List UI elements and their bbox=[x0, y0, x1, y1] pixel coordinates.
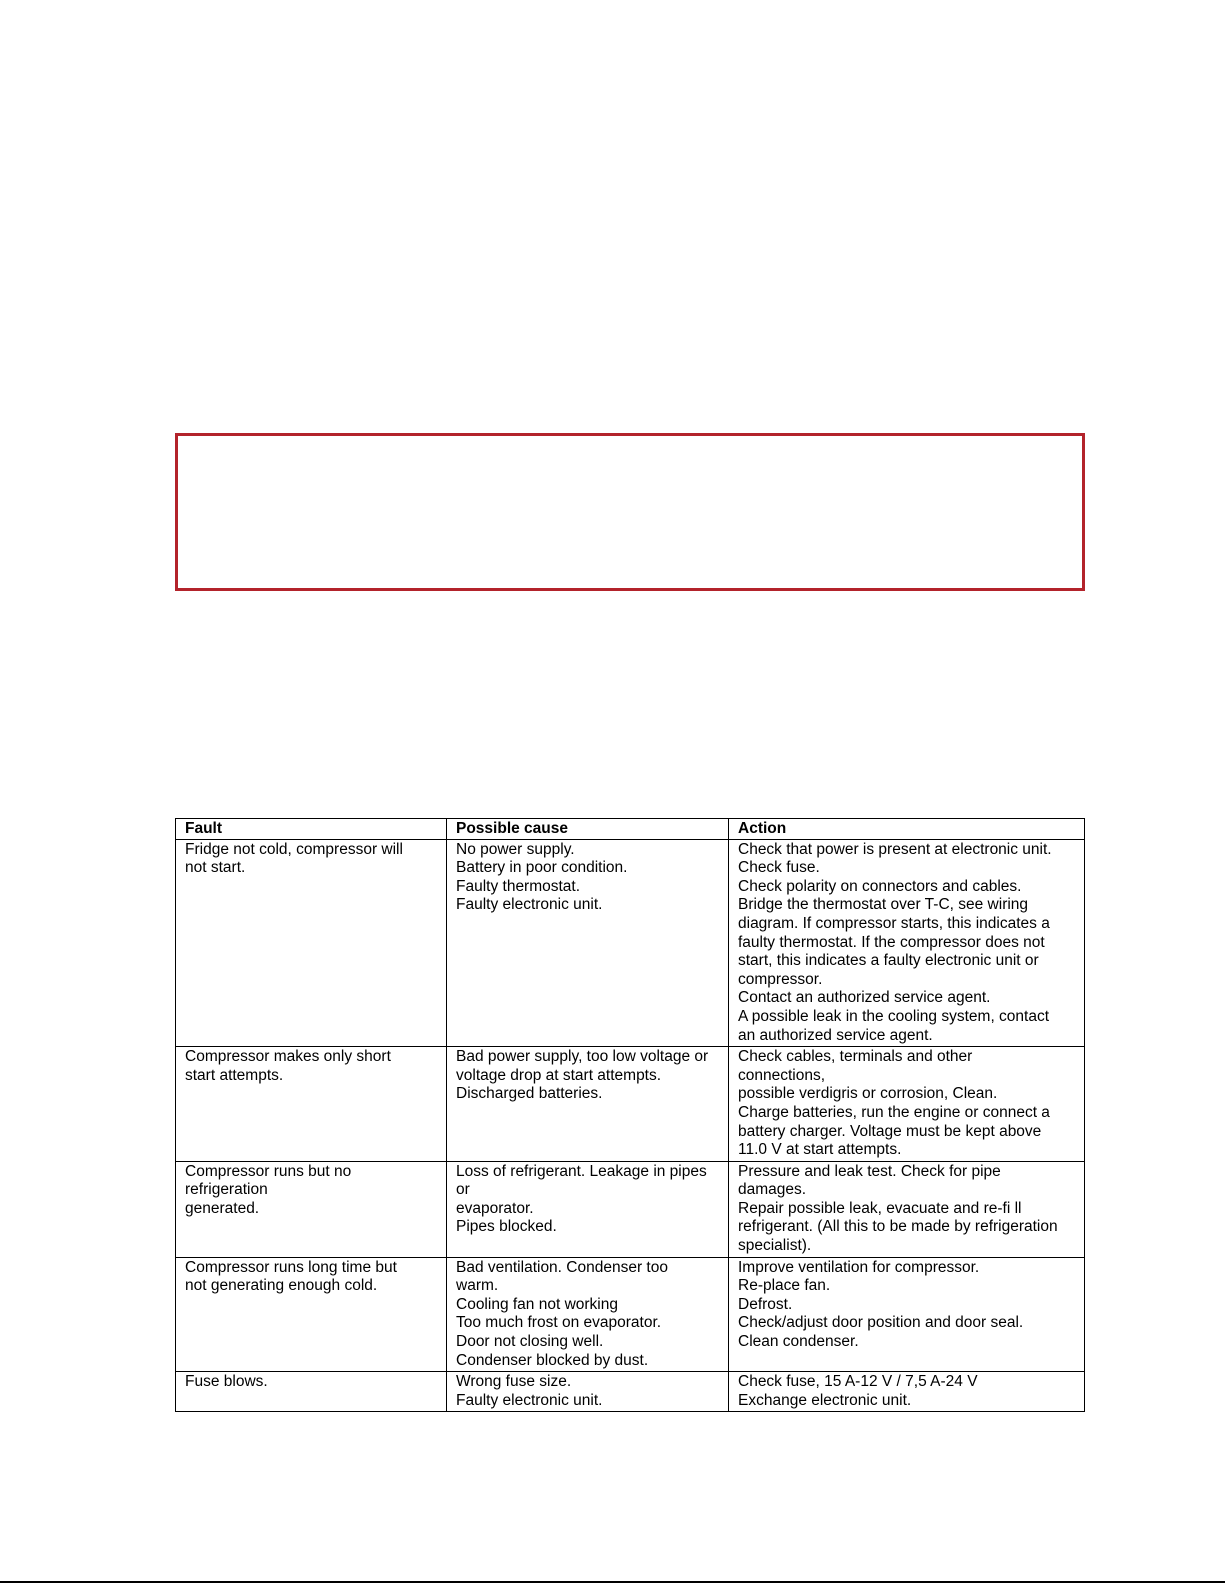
cell-line: Faulty electronic unit. bbox=[456, 1391, 603, 1409]
header-fault: Fault bbox=[176, 819, 447, 840]
possible-cause-cell bbox=[447, 839, 729, 1047]
cell-line: Too much frost on evaporator. bbox=[456, 1314, 662, 1332]
cell-line: start, this indicates a faulty electronic unit or bbox=[738, 952, 1039, 970]
cell-line: Check that power is present at electronic unit. bbox=[738, 840, 1052, 858]
header-action: Action bbox=[729, 819, 1085, 840]
table-row bbox=[176, 1372, 1085, 1412]
fault-cell bbox=[176, 1257, 447, 1372]
cell-line: 11.0 V at start attempts. bbox=[738, 1141, 902, 1159]
cell-line: Defrost. bbox=[738, 1295, 793, 1313]
cell-line: connections, bbox=[738, 1066, 826, 1084]
cell-line: not generating enough cold. bbox=[185, 1277, 378, 1295]
action-cell bbox=[729, 1257, 1085, 1372]
cell-line: Door not closing well. bbox=[456, 1333, 604, 1351]
cell-line: voltage drop at start attempts. bbox=[456, 1066, 662, 1084]
cell-line: Check polarity on connectors and cables. bbox=[738, 877, 1022, 895]
table-row bbox=[176, 1047, 1085, 1162]
cell-line: Fridge not cold, compressor will bbox=[185, 840, 403, 858]
cell-line: Pressure and leak test. Check for pipe bbox=[738, 1162, 1001, 1180]
cell-line: Repair possible leak, evacuate and re-fi ll bbox=[738, 1199, 1022, 1217]
possible-cause-cell bbox=[447, 1372, 729, 1412]
possible-cause-cell bbox=[447, 1047, 729, 1162]
cell-line: Re-place fan. bbox=[738, 1277, 831, 1295]
cell-line: Compressor makes only short bbox=[185, 1048, 391, 1066]
fault-cell bbox=[176, 1047, 447, 1162]
cell-line: Loss of refrigerant. Leakage in pipes bbox=[456, 1162, 707, 1180]
warning-box bbox=[175, 433, 1085, 591]
cell-line: refrigerant. (All this to be made by refrigeration bbox=[738, 1218, 1058, 1236]
cell-line: diagram. If compressor starts, this indicates a bbox=[738, 914, 1050, 932]
cell-line: Check/adjust door position and door seal. bbox=[738, 1314, 1024, 1332]
action-cell bbox=[729, 1161, 1085, 1257]
cell-line: Bad ventilation. Condenser too bbox=[456, 1258, 668, 1276]
cell-line: generated. bbox=[185, 1199, 260, 1217]
cell-line: Compressor runs but no bbox=[185, 1162, 352, 1180]
cell-line: Improve ventilation for compressor. bbox=[738, 1258, 980, 1276]
cell-line: Condenser blocked by dust. bbox=[456, 1351, 649, 1369]
cell-line: Clean condenser. bbox=[738, 1333, 859, 1351]
cell-line: Faulty thermostat. bbox=[456, 877, 581, 895]
cell-line: specialist). bbox=[738, 1237, 812, 1255]
action-cell bbox=[729, 1047, 1085, 1162]
cell-line: Check fuse, 15 A-12 V / 7,5 A-24 V bbox=[738, 1373, 978, 1391]
table-row bbox=[176, 1161, 1085, 1257]
cell-line: battery charger. Voltage must be kept above bbox=[738, 1122, 1042, 1140]
cell-line: Bridge the thermostat over T-C, see wiring bbox=[738, 896, 1029, 914]
cell-line: Battery in poor condition. bbox=[456, 859, 628, 877]
bottom-rule bbox=[0, 1581, 1225, 1583]
cell-line: evaporator. bbox=[456, 1199, 534, 1217]
possible-cause-cell bbox=[447, 1161, 729, 1257]
cell-line: Bad power supply, too low voltage or bbox=[456, 1048, 709, 1066]
cell-line: Faulty electronic unit. bbox=[456, 896, 603, 914]
cell-line: or bbox=[456, 1181, 470, 1199]
cell-line: not start. bbox=[185, 859, 246, 877]
action-cell bbox=[729, 1372, 1085, 1412]
cell-line: refrigeration bbox=[185, 1181, 268, 1199]
fault-cell bbox=[176, 839, 447, 1047]
fault-cell bbox=[176, 1161, 447, 1257]
cell-line: start attempts. bbox=[185, 1066, 284, 1084]
action-cell bbox=[729, 839, 1085, 1047]
cell-line: Charge batteries, run the engine or connect a bbox=[738, 1103, 1050, 1121]
header-possible-cause: Possible cause bbox=[447, 819, 729, 840]
cell-line: Wrong fuse size. bbox=[456, 1373, 572, 1391]
cell-line: an authorized service agent. bbox=[738, 1026, 933, 1044]
cell-line: faulty thermostat. If the compressor does not bbox=[738, 933, 1045, 951]
cell-line: Discharged batteries. bbox=[456, 1085, 603, 1103]
cell-line: Compressor runs long time but bbox=[185, 1258, 397, 1276]
cell-line: Cooling fan not working bbox=[456, 1295, 618, 1313]
cell-line: Check fuse. bbox=[738, 859, 820, 877]
cell-line: Pipes blocked. bbox=[456, 1218, 557, 1236]
cell-line: damages. bbox=[738, 1181, 807, 1199]
cell-line: Contact an authorized service agent. bbox=[738, 989, 991, 1007]
cell-line: No power supply. bbox=[456, 840, 575, 858]
troubleshooting-table bbox=[175, 818, 1085, 1412]
table-row bbox=[176, 1257, 1085, 1372]
cell-line: Exchange electronic unit. bbox=[738, 1391, 912, 1409]
fault-cell bbox=[176, 1372, 447, 1412]
table-row bbox=[176, 839, 1085, 1047]
cell-line: Fuse blows. bbox=[185, 1373, 268, 1391]
cell-line: possible verdigris or corrosion, Clean. bbox=[738, 1085, 998, 1103]
cell-line: Check cables, terminals and other bbox=[738, 1048, 973, 1066]
cell-line: compressor. bbox=[738, 970, 823, 988]
cell-line: A possible leak in the cooling system, contact bbox=[738, 1007, 1050, 1025]
table-header-row bbox=[176, 819, 1085, 840]
cell-line: warm. bbox=[456, 1277, 499, 1295]
possible-cause-cell bbox=[447, 1257, 729, 1372]
